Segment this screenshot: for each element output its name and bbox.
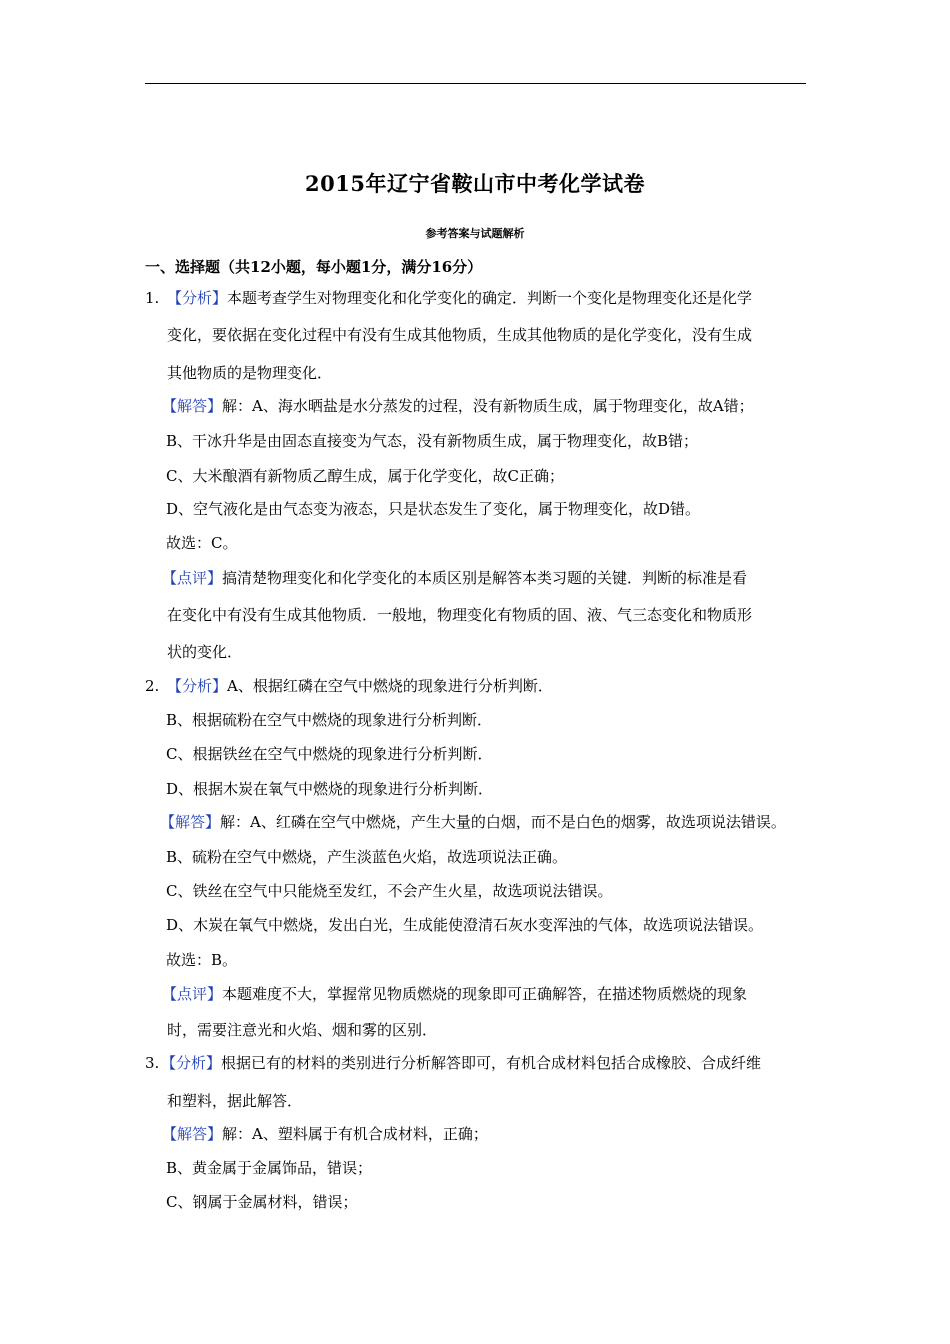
- line-text: 变化，要依据在变化过程中有没有生成其他物质，生成其他物质的是化学变化，没有生成: [167, 326, 753, 344]
- answer-line: [167, 642, 242, 662]
- line-text: B、硫粉在空气中燃烧，产生淡蓝色火焰，故选项说法正确。: [166, 848, 568, 866]
- line-text: C、铁丝在空气中只能烧至发红，不会产生火星，故选项说法错误。: [166, 882, 613, 900]
- line-text: 本题考查学生对物理变化和化学变化的确定．判断一个变化是物理变化还是化学: [227, 289, 753, 307]
- line-text: B、干冰升华是由固态直接变为气态，没有新物质生成，属于物理变化，故B错；: [166, 432, 699, 450]
- line-text: 其他物质的是物理变化．: [167, 364, 333, 382]
- question-number: 1.: [145, 289, 160, 307]
- line-text: 时，需要注意光和火焰、烟和雾的区别．: [167, 1021, 438, 1039]
- line-text: 搞清楚物理变化和化学变化的本质区别是解答本类习题的关键．判断的标准是看: [222, 569, 748, 587]
- answer-line: [166, 710, 492, 730]
- line-text: C、根据铁丝在空气中燃烧的现象进行分析判断．: [166, 745, 493, 763]
- question-number: 2.: [145, 677, 160, 695]
- answer-line: [167, 676, 553, 696]
- section-tag: 【点评】: [162, 985, 223, 1003]
- answer-line: [167, 1091, 302, 1111]
- line-text: 故选：B。: [166, 951, 238, 969]
- section-tag: 【解答】: [160, 813, 221, 831]
- question-number: 3.: [145, 1054, 160, 1072]
- answer-line: [167, 325, 752, 345]
- line-text: D、空气液化是由气态变为液态，只是状态发生了变化，属于物理变化，故D错。: [166, 500, 701, 518]
- line-text: 和塑料，据此解答．: [167, 1092, 303, 1110]
- line-text: D、木炭在氧气中燃烧，发出白光，生成能使澄清石灰水变浑浊的气体，故选项说法错误。: [166, 916, 764, 934]
- answer-line: [166, 533, 237, 553]
- line-text: 解：A、塑料属于有机合成材料，正确；: [222, 1125, 488, 1143]
- answer-line: [166, 466, 564, 486]
- line-text: 本题难度不大，掌握常见物质燃烧的现象即可正确解答，在描述物质燃烧的现象: [222, 985, 748, 1003]
- line-text: 在变化中有没有生成其他物质．一般地，物理变化有物质的固、液、气三态变化和物质形: [167, 606, 753, 624]
- section-tag: 【解答】: [162, 1125, 223, 1143]
- answer-line: [166, 779, 493, 799]
- answer-line: [162, 568, 747, 588]
- page-title: 2015年辽宁省鞍山市中考化学试卷: [305, 171, 645, 196]
- section-tag: 【分析】: [161, 1054, 222, 1072]
- answer-line: [162, 984, 747, 1004]
- answer-line: [166, 950, 237, 970]
- page-subtitle: 参考答案与试题解析: [425, 227, 525, 240]
- answer-line: [166, 431, 698, 451]
- line-text: B、根据硫粉在空气中燃烧的现象进行分析判断．: [166, 711, 493, 729]
- line-text: 解：A、红磷在空气中燃烧，产生大量的白烟，而不是白色的烟雾，故选项说法错误。: [220, 813, 786, 831]
- answer-line: [167, 605, 752, 625]
- section-tag: 【分析】: [167, 289, 228, 307]
- answer-line: [166, 744, 492, 764]
- answer-line: [166, 499, 700, 519]
- answer-line: [166, 1158, 372, 1178]
- answer-line: [161, 1053, 761, 1073]
- line-text: C、大米酿酒有新物质乙醇生成，属于化学变化，故C正确；: [166, 467, 564, 485]
- section-tag: 【分析】: [167, 677, 228, 695]
- section-heading: 一、选择题（共12小题，每小题1分，满分16分）: [145, 258, 483, 276]
- answer-line: [160, 812, 786, 832]
- line-text: 状的变化．: [167, 643, 243, 661]
- section-tag: 【解答】: [162, 397, 223, 415]
- answer-line: [162, 1124, 488, 1144]
- line-text: 根据已有的材料的类别进行分析解答即可，有机合成材料包括合成橡胶、合成纤维: [221, 1054, 762, 1072]
- line-text: D、根据木炭在氧气中燃烧的现象进行分析判断．: [166, 780, 494, 798]
- answer-line: [167, 288, 752, 308]
- header-rule: [145, 83, 806, 84]
- line-text: C、钢属于金属材料，错误；: [166, 1193, 358, 1211]
- section-tag: 【点评】: [162, 569, 223, 587]
- answer-line: [166, 1192, 357, 1212]
- answer-line: [162, 396, 754, 416]
- answer-line: [167, 363, 332, 383]
- line-text: A、根据红磷在空气中燃烧的现象进行分析判断．: [227, 677, 553, 695]
- answer-line: [167, 1020, 437, 1040]
- line-text: 故选：C。: [166, 534, 238, 552]
- answer-line: [166, 847, 567, 867]
- answer-line: [166, 915, 763, 935]
- line-text: B、黄金属于金属饰品，错误；: [166, 1159, 373, 1177]
- line-text: 解：A、海水晒盐是水分蒸发的过程，没有新物质生成，属于物理变化，故A错；: [222, 397, 754, 415]
- answer-line: [166, 881, 612, 901]
